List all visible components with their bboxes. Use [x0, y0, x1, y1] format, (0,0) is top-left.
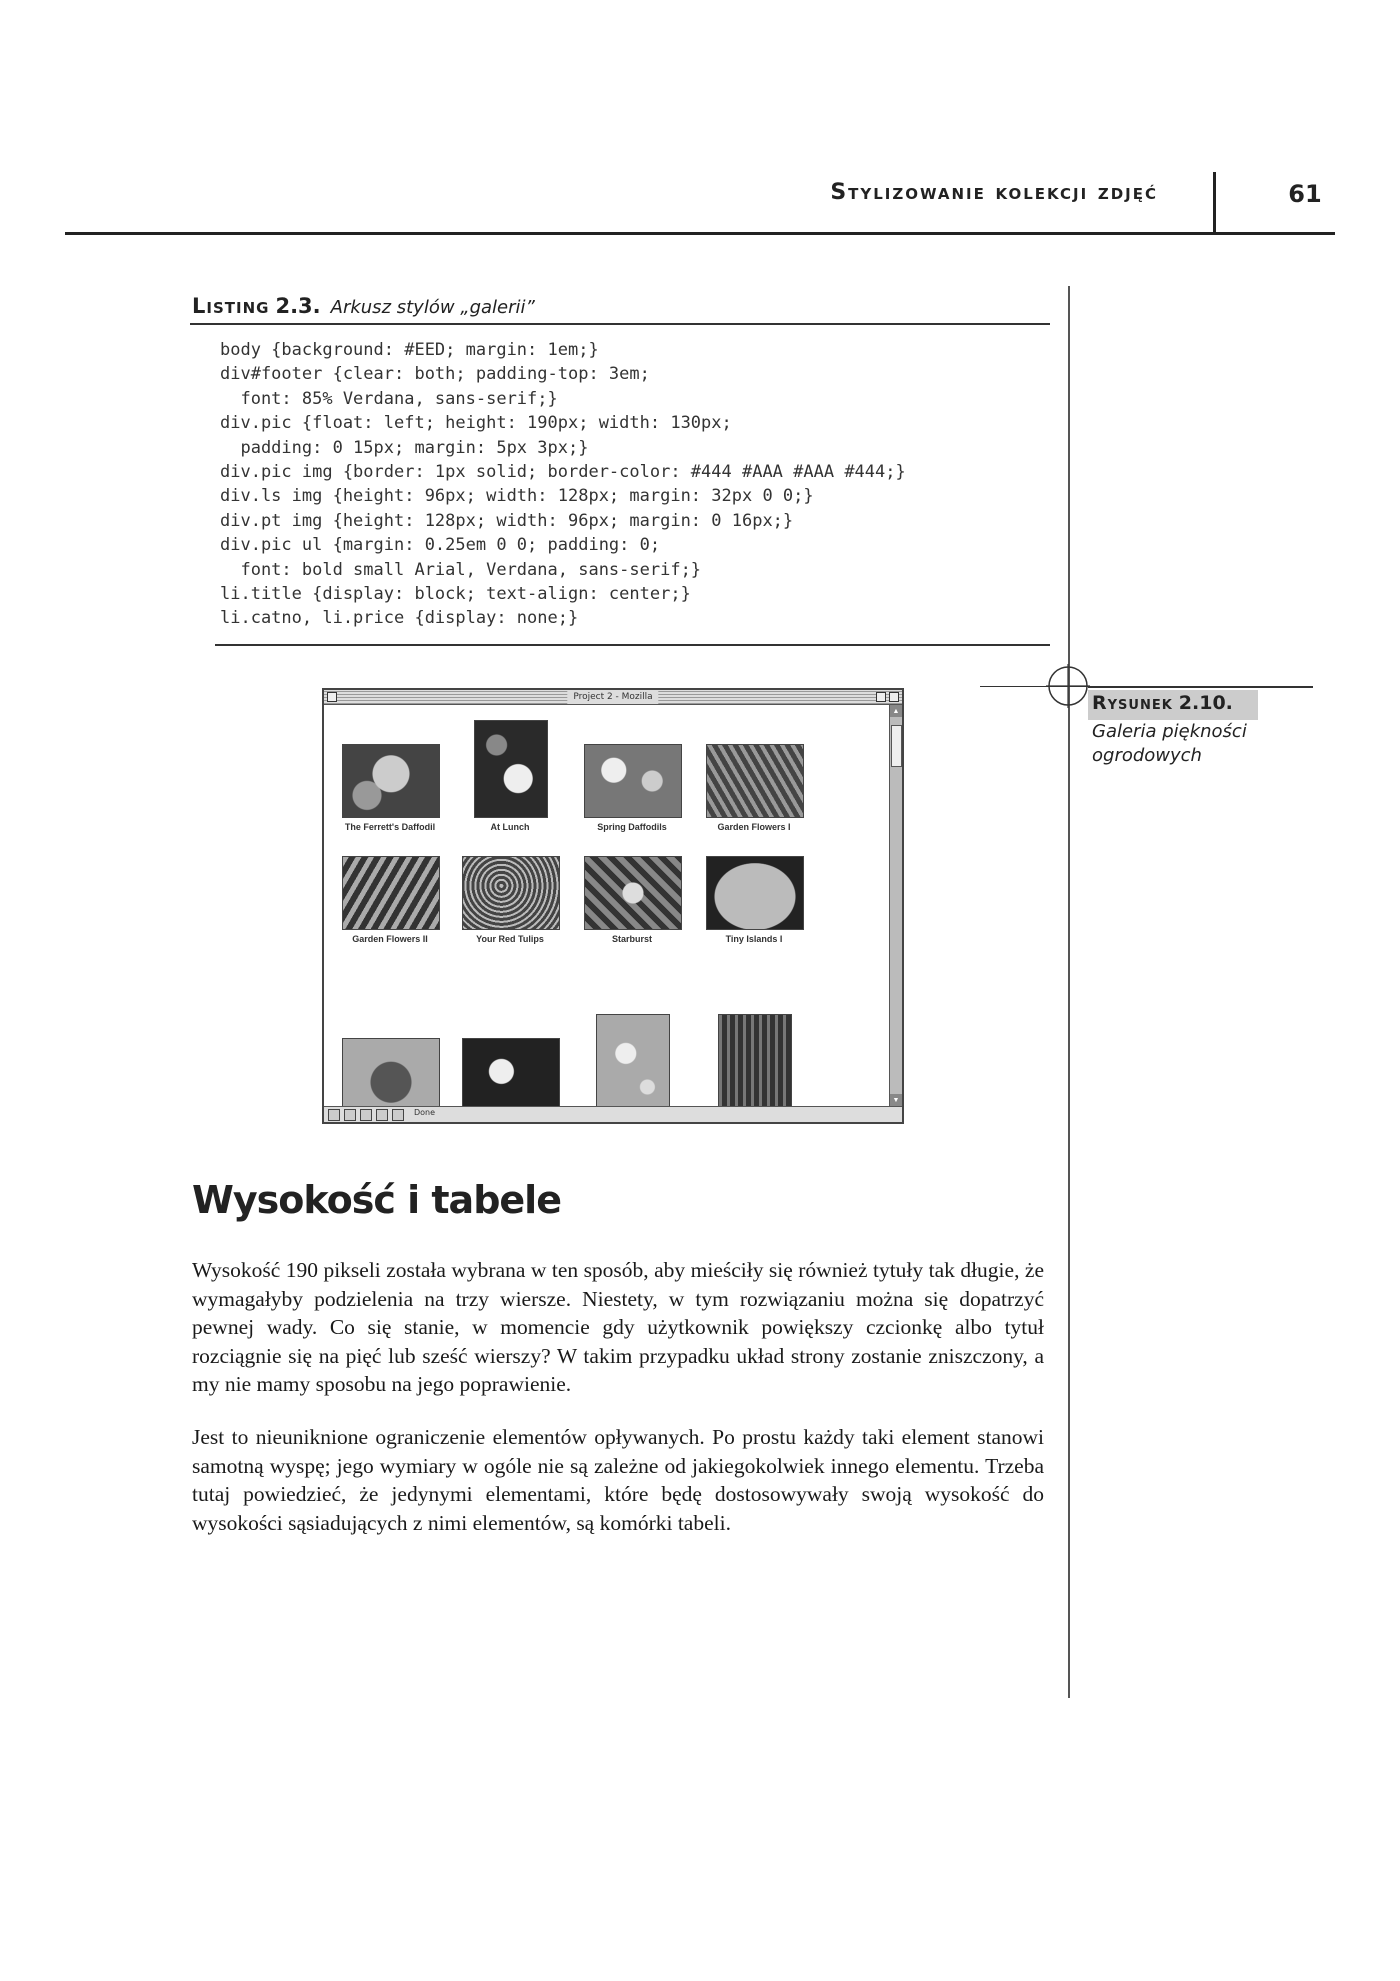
scroll-down-arrow-icon: ▼ — [890, 1094, 902, 1106]
code-line: padding: 0 15px; margin: 5px 3px;} — [220, 437, 589, 458]
figure-number: 2.10. — [1178, 692, 1233, 714]
listing-description: Arkusz stylów „galerii” — [330, 297, 535, 318]
figure-caption — [1092, 692, 1272, 768]
code-line: div.pic ul {margin: 0.25em 0 0; padding: 0; — [220, 535, 661, 556]
composer-icon — [360, 1109, 372, 1121]
gallery — [334, 710, 882, 1108]
flower-photo-icon — [596, 1014, 670, 1108]
collapse-box-icon — [889, 692, 899, 702]
gallery-item-title: Garden Flowers II — [352, 934, 428, 944]
code-listing — [220, 338, 906, 631]
vertical-scrollbar — [889, 705, 902, 1106]
page-number: 61 — [1288, 180, 1322, 208]
flower-photo-icon — [584, 744, 682, 818]
flower-photo-icon — [462, 1038, 560, 1108]
code-line: div.pic img {border: 1px solid; border-color: #444 #AAA #AAA #444;} — [220, 462, 906, 483]
gallery-item-title: Spring Daffodils — [597, 822, 667, 832]
gallery-item-title: Your Red Tulips — [476, 934, 544, 944]
navigator-icon — [328, 1109, 340, 1121]
header-rule — [65, 232, 1335, 235]
flower-photo-icon — [342, 744, 440, 818]
browser-statusbar — [324, 1106, 902, 1122]
code-line: div#footer {clear: both; padding-top: 3em; — [220, 364, 650, 385]
code-line: body {background: #EED; margin: 1em;} — [220, 340, 599, 360]
gallery-item-title: Tiny Islands I — [725, 934, 783, 944]
window-titlebar — [324, 690, 902, 705]
running-header-title: Stylizowanie kolekcji zdjęć — [830, 180, 1158, 205]
section-heading: Wysokość i tabele — [192, 1178, 561, 1222]
flower-photo-icon — [342, 856, 440, 930]
zoom-box-icon — [876, 692, 886, 702]
code-line: div.pic {float: left; height: 190px; width: 130px; — [220, 413, 732, 434]
figure-rule — [1088, 686, 1313, 688]
gallery-item-title: Starburst — [611, 934, 652, 944]
gallery-item-title: The Ferrett's Daffodil — [344, 822, 436, 832]
margin-rule — [1068, 286, 1070, 1698]
chat-icon — [392, 1109, 404, 1121]
code-line: li.catno, li.price {display: none;} — [220, 608, 579, 629]
figure-label: Rysunek — [1092, 692, 1173, 714]
code-line: li.title {display: block; text-align: center;} — [220, 584, 691, 605]
flower-photo-icon — [706, 856, 804, 930]
address-book-icon — [376, 1109, 388, 1121]
flower-photo-icon — [706, 744, 804, 818]
code-line: font: 85% Verdana, sans-serif;} — [220, 388, 558, 409]
mail-icon — [344, 1109, 356, 1121]
listing-top-rule — [190, 323, 1050, 325]
code-line: div.pt img {height: 128px; width: 96px; margin: 0 16px;} — [220, 510, 794, 531]
listing-bottom-rule — [215, 644, 1050, 646]
flower-photo-icon — [342, 1038, 440, 1108]
scroll-up-arrow-icon: ▲ — [890, 705, 902, 717]
listing-caption — [192, 294, 535, 318]
flower-photo-icon — [584, 856, 682, 930]
code-line: font: bold small Arial, Verdana, sans-serif;} — [220, 559, 702, 580]
header-divider — [1213, 172, 1216, 232]
gallery-item-title: At Lunch — [490, 822, 530, 832]
browser-window-screenshot — [322, 688, 904, 1124]
figure-description: Galeria piękności ogrodowych — [1092, 721, 1247, 766]
listing-number: 2.3. — [275, 294, 321, 318]
close-box-icon — [327, 692, 337, 702]
flower-photo-icon — [462, 856, 560, 930]
listing-label: Listing — [192, 294, 270, 318]
scroll-thumb — [891, 725, 902, 767]
window-title: Project 2 - Mozilla — [567, 690, 658, 704]
body-paragraph: Jest to nieuniknione ograniczenie elementów opływanych. Po prostu każdy taki element stanowi samotną wyspę; jego wymiary w ogóle nie są zależne od jakiegokolwiek innego elementu. Trzeba tutaj powiedzieć, że jedynymi elementami, które będę dostosowywały swoją wysokość do wysokości sąsiadujących z nimi elementów, są komórki tabeli. — [192, 1425, 1044, 1535]
crosshair-icon — [1046, 664, 1090, 708]
gallery-item-title: Garden Flowers I — [717, 822, 791, 832]
code-line: div.ls img {height: 96px; width: 128px; margin: 32px 0 0;} — [220, 486, 814, 507]
status-text: Done — [414, 1108, 436, 1117]
flower-photo-icon — [718, 1014, 792, 1108]
body-paragraph: Wysokość 190 pikseli została wybrana w ten sposób, aby mieściły się również tytuły tak długie, że wymagałyby podzielenia na trzy wiersze. Niestety, w tym rozwiązaniu można się dopatrzyć pewnej wady. Co się stanie, w momencie gdy użytkownik powiększy czcionkę albo tytuł rozciągnie się na pięć lub sześć wierszy? W takim przypadku układ strony zostanie zniszczony, a my nie mamy sposobu na jego poprawienie. — [192, 1258, 1044, 1397]
flower-photo-icon — [474, 720, 548, 818]
